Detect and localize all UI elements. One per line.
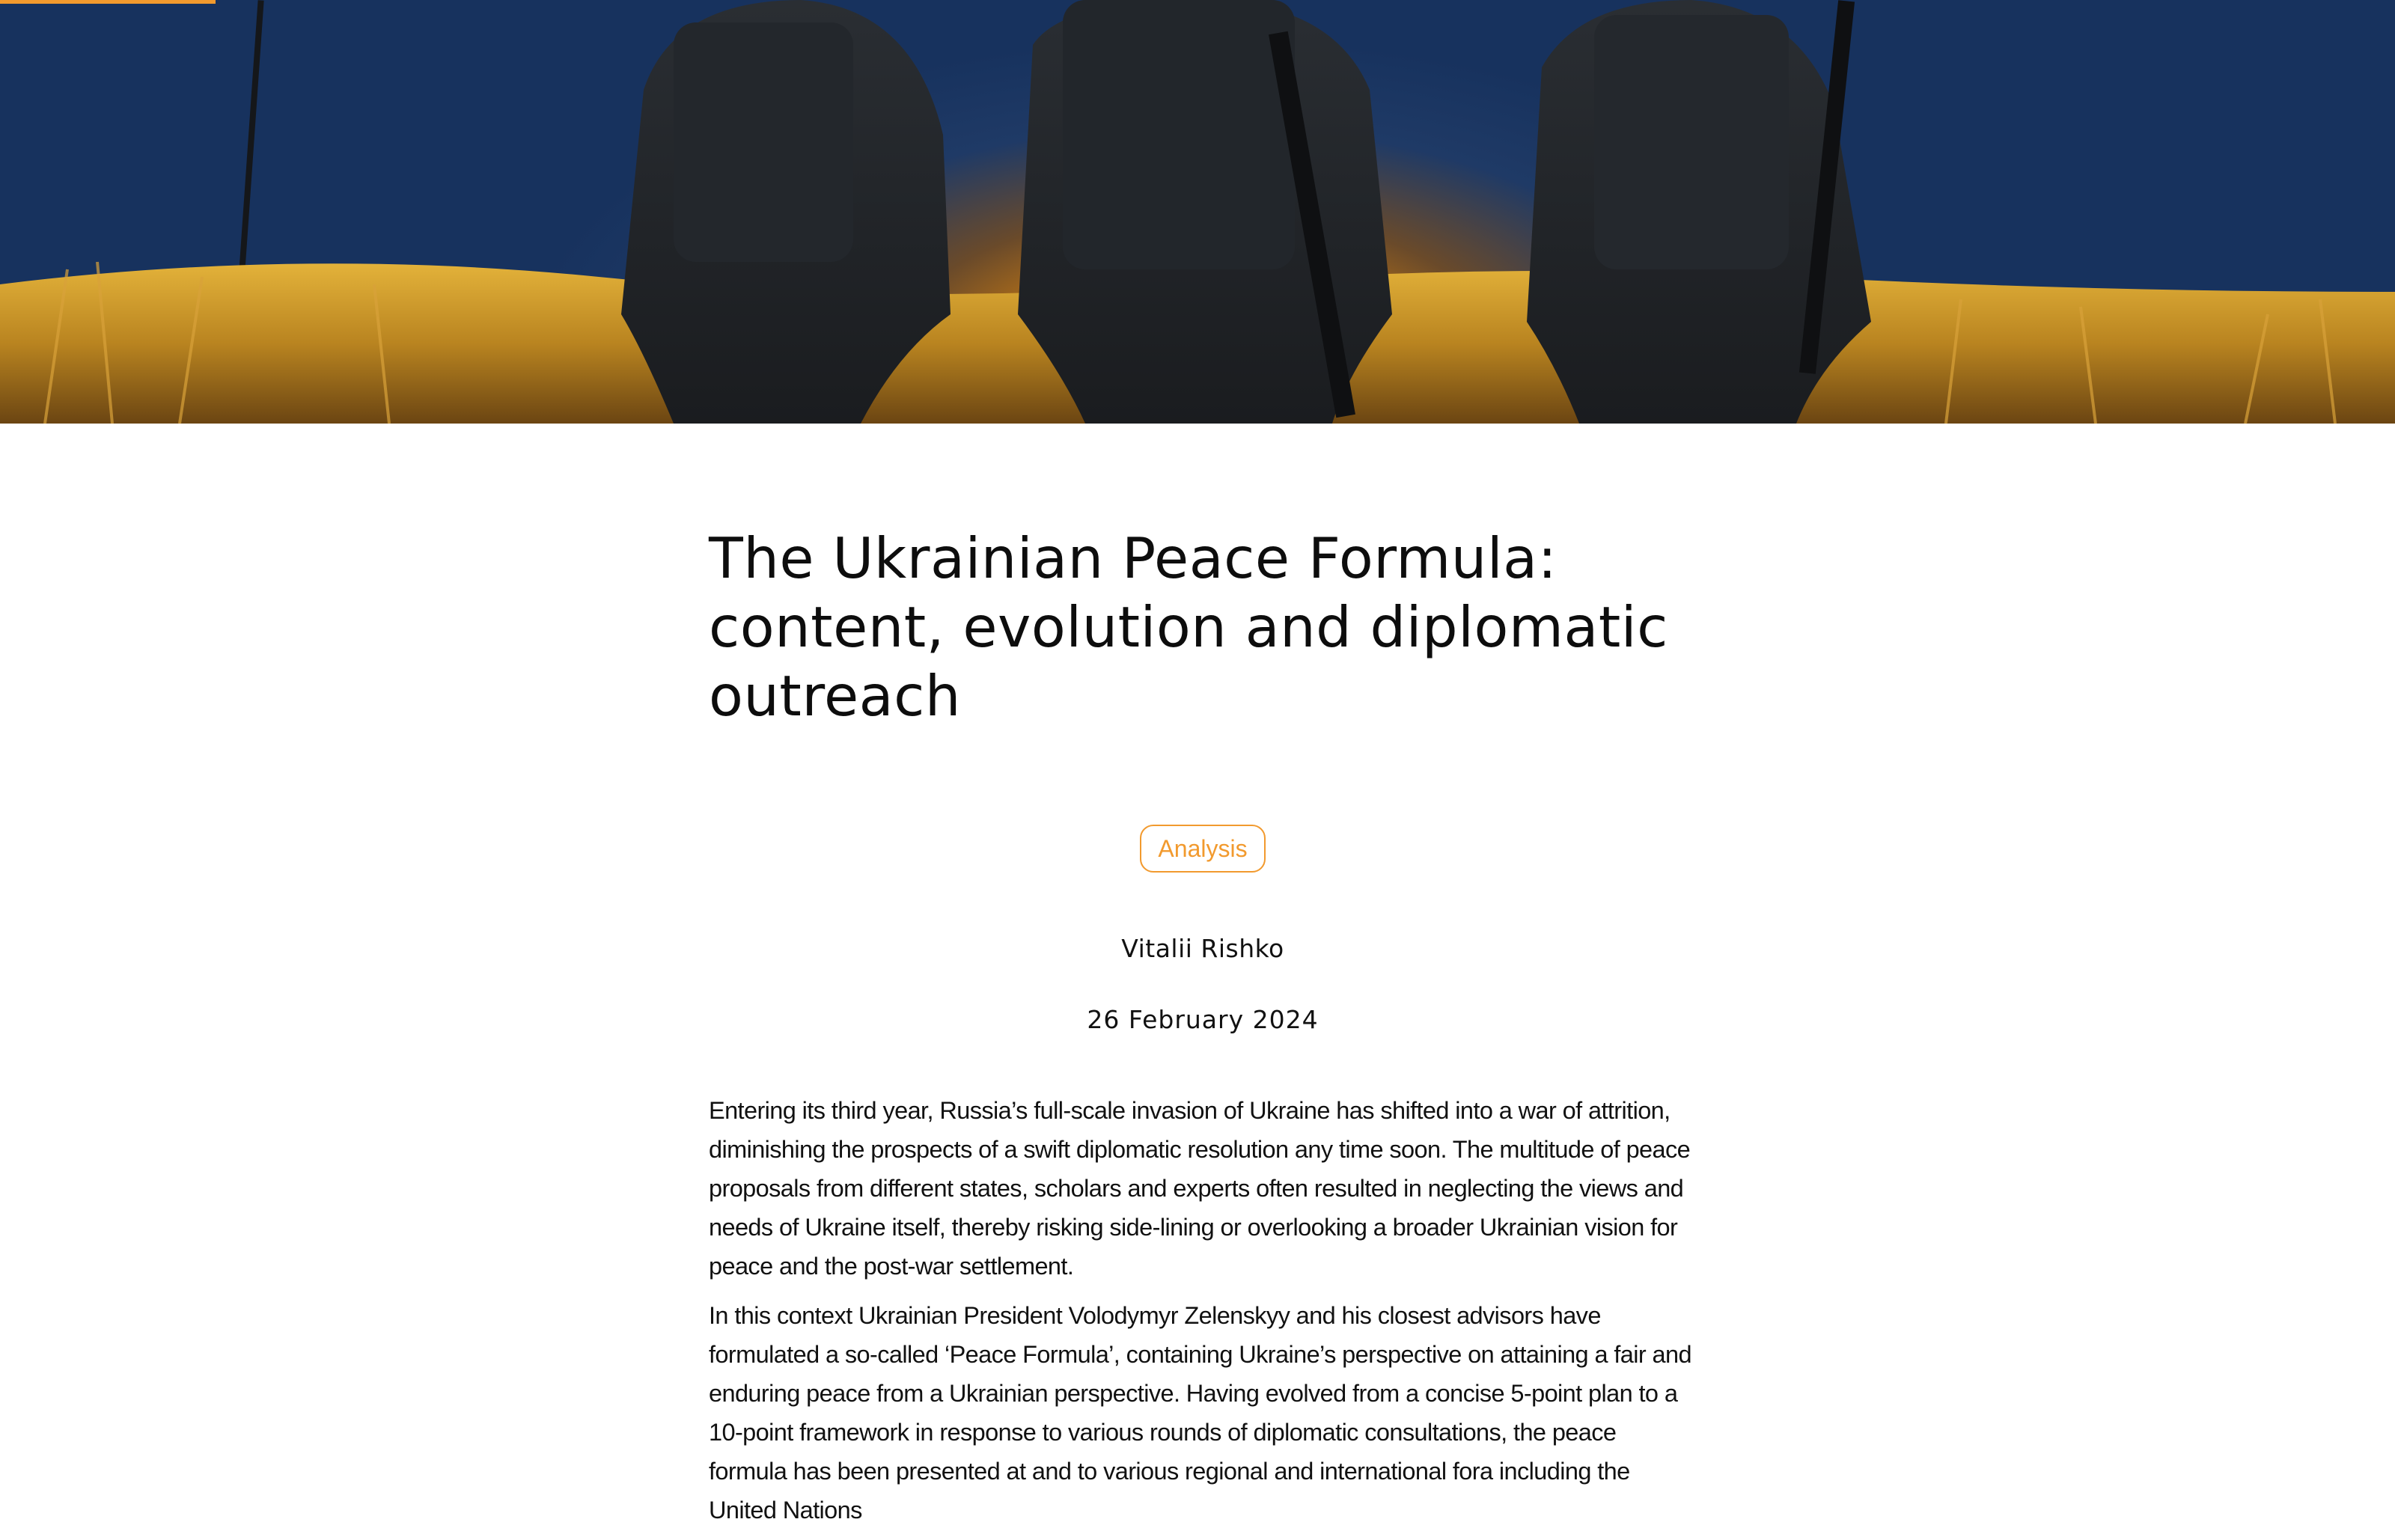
hero-illustration xyxy=(0,0,2395,424)
article-paragraph-2: In this context Ukrainian President Volodymyr Zelenskyy and his closest advisors have formulated a so-called ‘Peace Formula’, containing Ukraine’s perspective on attaining a fair and enduring peace from a Ukrainian perspective. Having evolved from a concise 5-point plan to a 10-point framework in response to various rounds of diplomatic consultations, the peace formula has been presented at and to various regional and international fora including the United Nations xyxy=(709,1302,1691,1524)
article xyxy=(709,524,1697,1524)
category-tag-analysis[interactable]: Analysis xyxy=(1140,825,1265,873)
hero-image xyxy=(0,0,2395,424)
article-body xyxy=(709,1091,1697,1540)
reading-progress-bar xyxy=(0,0,216,4)
article-paragraph-1: Entering its third year, Russia’s full-scale invasion of Ukraine has shifted into a war of attrition, diminishing the prospects of a swift diplomatic resolution any time soon. The multitude of peace proposals from different states, scholars and experts often resulted in neglecting the views and needs of Ukraine itself, thereby risking side-lining or overlooking a broader Ukrainian vision for peace and the post-war settlement. xyxy=(709,1097,1691,1280)
category-tag-wrapper xyxy=(709,825,1697,873)
article-title: The Ukrainian Peace Formula: content, evolution and diplomatic outreach xyxy=(709,525,1668,729)
article-date: 26 February 2024 xyxy=(1087,1005,1319,1034)
article-author[interactable]: Vitalii Rishko xyxy=(1121,934,1284,963)
